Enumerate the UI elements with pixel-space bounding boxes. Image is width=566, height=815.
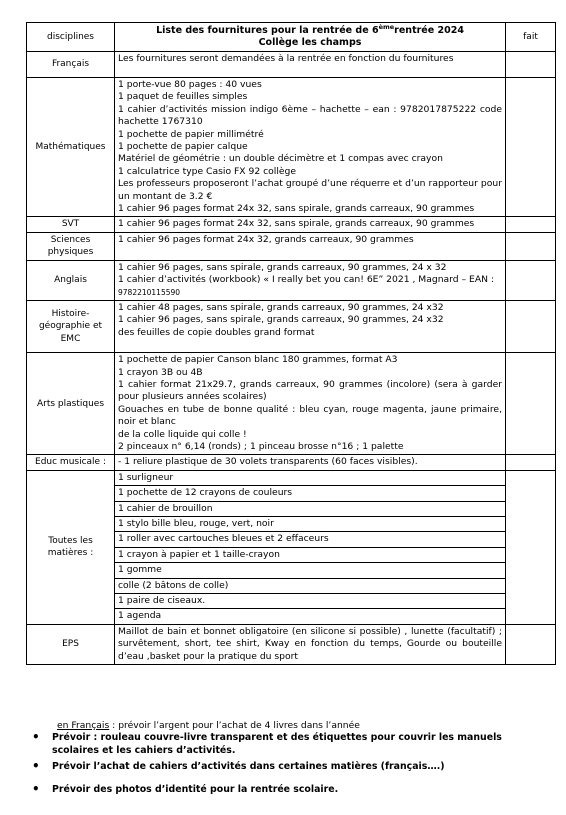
row-svt [27,217,556,232]
disciplines-header: disciplines [27,23,115,52]
supplies-table [26,22,556,665]
list-item: 1 agenda [118,610,162,622]
items-sciences-physiques [115,232,506,260]
items-svt [115,217,506,232]
note-item [22,783,552,796]
list-item: 1 cahier 96 pages, sans spirale, grands carreaux, 90 grammes, 24 x32 [118,314,444,326]
list-item: colle (2 bâtons de colle) [115,579,505,594]
list-item: 1 cahier d’activités mission indigo 6ème – hachette – ean : 9782017875222 code hachette 1767310 [118,103,502,128]
school-name: Collège les champs [258,37,362,48]
items-anglais [115,260,506,300]
list-item: 1 crayon 3B ou 4B [118,366,203,378]
items-toutes-matieres [115,470,506,624]
title-part-b: rentrée 2024 [394,25,464,36]
list-item: 1 roller avec cartouches bleues et 2 effaceurs [115,532,505,547]
fait-cell [506,232,556,260]
list-item: 1 cahier 96 pages, sans spirale, grands carreaux, 90 grammes, 24 x 32 [118,261,447,273]
workbook-text: 1 cahier d’activités (workbook) « I really bet you can! 6E” 2021 , Magnard – EAN : [118,274,495,286]
list-item: de la colle liquide qui colle ! [118,428,247,440]
subject-anglais: Anglais [27,260,115,300]
fait-cell [506,624,556,664]
fait-cell [506,455,556,470]
list-item: 1 cahier 96 pages format 24x 32, sans spirale, grands carreaux, 90 grammes [118,218,475,230]
note-text: Prévoir : rouleau couvre-livre transparent et des étiquettes pour couvrir les manuels scolaires et les cahiers d’activités. [52,732,502,756]
list-item: 1 cahier 48 pages, sans spirale, grands carreaux, 90 grammes, 24 x32 [118,301,444,313]
title-superscript: ème [378,22,395,31]
list-item: 1 cahier format 21x29.7, grands carreaux, 90 grammes (incolore) (sera à garder pour plusieurs années scolaires) [118,378,502,403]
list-item: 2 pinceaux n° 6,14 (ronds) ; 1 pinceau brosse n°16 ; 1 palette [118,440,404,452]
list-item: 1 paquet de feuilles simples [118,91,248,103]
items-educ-musicale [115,455,506,470]
list-item: 1 surligneur [115,471,505,486]
subject-toutes-matieres: Toutes les matières : [27,470,115,624]
list-item: 1 paire de ciseaux. [115,594,505,609]
list-item: 1 cahier 96 pages format 24x 32, grands carreaux, 90 grammes [118,233,414,245]
bullet-icon: • [32,782,40,796]
list-item: Maillot de bain et bonnet obligatoire (en silicone si possible) , lunette (facultatif) ; survêtement, short, tee shirt, Kway en fonction du temps, Gourde ou bouteille d’eau ,basket pour la pratique du sport [118,625,502,662]
items-eps [115,624,506,664]
list-item: 1 gomme [115,563,505,578]
note-item [22,731,552,757]
list-item: 1 porte-vue 80 pages : 40 vues [118,79,262,90]
note-text: Prévoir l’achat de cahiers d’activités dans certaines matières (français….) [52,761,445,772]
subject-eps: EPS [27,624,115,664]
subject-histoire-geo: Histoire-géographie et EMC [27,300,115,352]
list-item [118,274,502,299]
row-toutes-matieres [27,470,556,624]
row-sciences-physiques [27,232,556,260]
fait-cell [506,470,556,624]
row-histoire-geo [27,300,556,352]
note-item [22,760,552,773]
subject-francais: Français [27,52,115,78]
fait-cell [506,217,556,232]
list-item: - 1 reliure plastique de 30 volets transparents (60 faces visibles). [118,456,418,468]
items-maths [115,78,506,217]
list-item: des feuilles de copie doubles grand format [118,326,315,338]
list-item: 1 stylo bille bleu, rouge, vert, noir [115,517,505,532]
list-item: 1 calculatrice type Casio FX 92 collège [118,165,297,177]
subject-arts-plastiques: Arts plastiques [27,353,115,455]
notes-list [22,731,552,796]
ean-number: 9782210115590 [118,287,181,297]
francais-label: en Français [57,720,110,731]
row-francais [27,52,556,78]
francais-text: : prévoir l’argent pour l’achat de 4 livres dans l’année [109,720,360,731]
items-francais [115,52,506,78]
list-item: 1 pochette de papier millimétré [118,128,264,140]
fait-cell [506,78,556,217]
subject-maths: Mathématiques [27,78,115,217]
row-eps [27,624,556,664]
list-item: 1 cahier de brouillon [115,502,505,517]
title-part-a: Liste des fournitures pour la rentrée de 6 [156,25,379,36]
row-educ-musicale [27,455,556,470]
bullet-icon: • [32,759,40,773]
list-item: 1 cahier 96 pages format 24x 32, sans spirale, grands carreaux, 90 grammes [118,203,475,215]
list-item: 1 pochette de papier calque [118,141,248,153]
fait-cell [506,300,556,352]
items-histoire-geo [115,300,506,352]
table-header-row [27,23,556,52]
row-anglais [27,260,556,300]
items-arts-plastiques [115,353,506,455]
row-arts-plastiques [27,353,556,455]
bullet-icon: • [32,730,40,744]
list-item: Gouaches en tube de bonne qualité : bleu cyan, rouge magenta, jaune primaire, noir et blanc [118,403,502,428]
subject-educ-musicale: Educ musicale : [27,455,115,470]
note-text: Prévoir des photos d’identité pour la rentrée scolaire. [52,784,339,795]
list-item: 1 pochette de papier Canson blanc 180 grammes, format A3 [118,354,398,366]
list-item: Les fournitures seront demandées à la rentrée en fonction du fournitures [118,53,454,64]
subject-svt: SVT [27,217,115,232]
fait-cell [506,52,556,78]
fait-cell [506,353,556,455]
list-item: 1 pochette de 12 crayons de couleurs [115,486,505,501]
list-item: 1 crayon à papier et 1 taille-crayon [115,548,505,563]
list-item: Matériel de géométrie : un double décimètre et 1 compas avec crayon [118,153,443,165]
row-maths [27,78,556,217]
francais-books-note [57,720,360,731]
list-item: Les professeurs proposeront l’achat groupé d’une réquerre et d’un rapporteur pour un montant de 3.2 € [118,178,502,202]
fait-header: fait [506,23,556,52]
subject-sciences-physiques: Sciences physiques [27,232,115,260]
page-title [115,23,506,52]
fait-cell [506,260,556,300]
